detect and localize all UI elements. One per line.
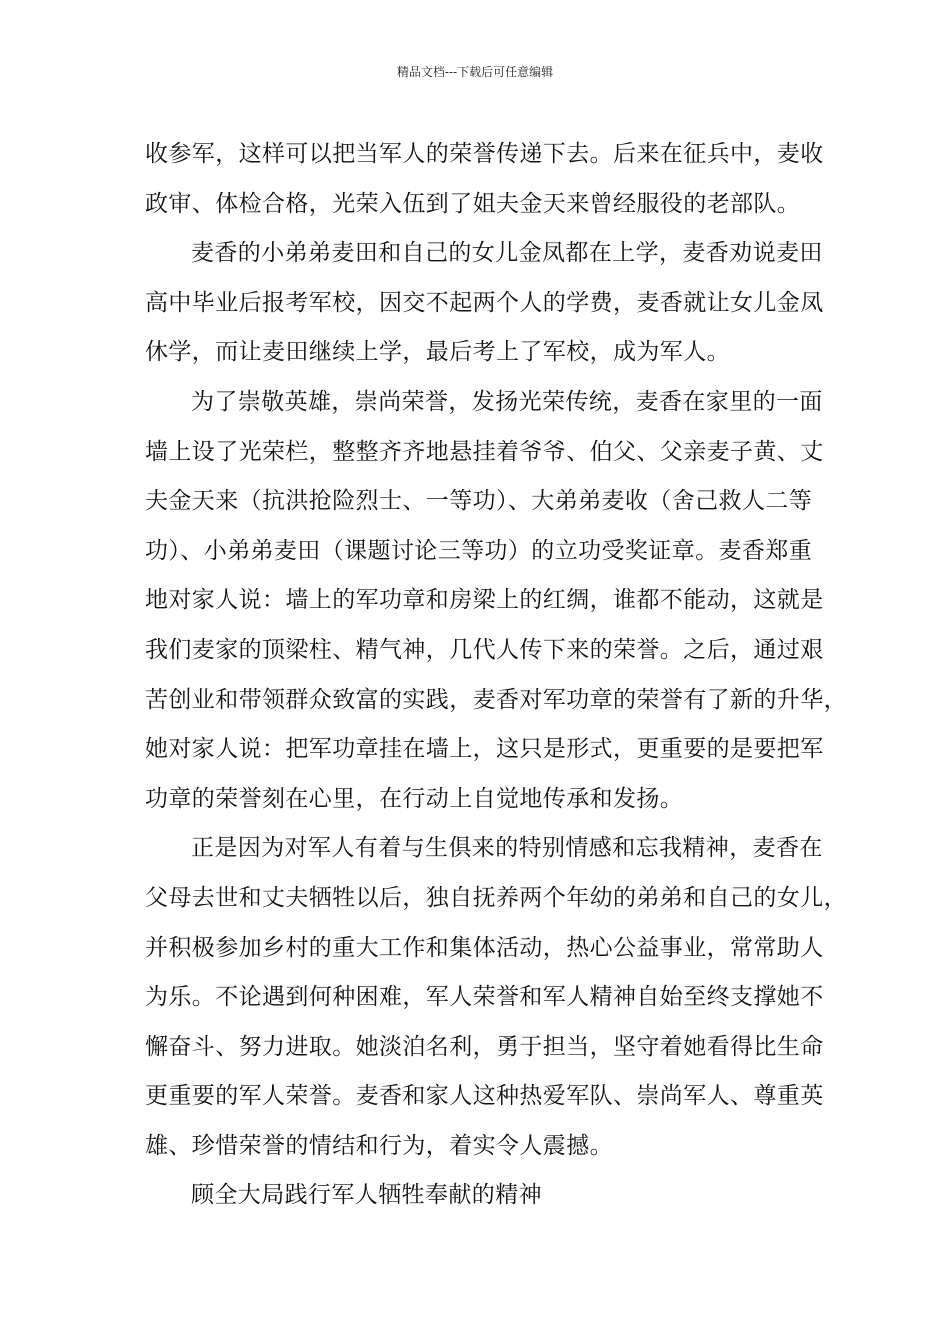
text-line: 苦创业和带领群众致富的实践，麦香对军功章的荣誉有了新的升华， <box>145 686 847 713</box>
text-line: 并积极参加乡村的重大工作和集体活动，热心公益事业，常常助人 <box>145 934 824 961</box>
text-line: 收参军，这样可以把当军人的荣誉传递下去。后来在征兵中，麦收 <box>145 141 824 167</box>
page-header: 精品文档---下载后可任意编辑 <box>396 65 554 79</box>
text-line: 休学，而让麦田继续上学，最后考上了军校，成为军人。 <box>145 339 730 366</box>
text-line: 功）、小弟弟麦田（课题讨论三等功）的立功受奖证章。麦香郑重 <box>145 537 813 564</box>
text-line: 高中毕业后报考军校，因交不起两个人的学费，麦香就让女儿金凤 <box>145 289 824 316</box>
text-line: 墙上设了光荣栏，整整齐齐地悬挂着爷爷、伯父、父亲麦子黄、丈 <box>145 438 824 465</box>
text-line: 她对家人说：把军功章挂在墙上，这只是形式，更重要的是要把军 <box>145 736 824 763</box>
text-line: 雄、珍惜荣誉的情结和行为，着实令人震撼。 <box>145 1132 613 1159</box>
text-line: 我们麦家的顶梁柱、精气神，几代人传下来的荣誉。之后，通过艰 <box>145 636 824 663</box>
text-line: 夫金天来（抗洪抢险烈士、一等功）、大弟弟麦收（舍己救人二等 <box>145 488 813 515</box>
text-line: 麦香的小弟弟麦田和自己的女儿金凤都在上学，麦香劝说麦田 <box>191 240 823 267</box>
text-line: 政审、体检合格，光荣入伍到了姐夫金天来曾经服役的老部队。 <box>145 190 801 217</box>
section-heading: 顾全大局践行军人牺牲奉献的精神 <box>191 1182 542 1209</box>
text-line: 为了崇敬英雄，崇尚荣誉，发扬光荣传统，麦香在家里的一面 <box>191 388 823 415</box>
text-line: 地对家人说：墙上的军功章和房梁上的红绸，谁都不能动，这就是 <box>145 587 824 614</box>
text-line: 懈奋斗、努力进取。她淡泊名利，勇于担当，坚守着她看得比生命 <box>145 1033 824 1060</box>
document-body <box>145 130 847 1221</box>
text-line: 为乐。不论遇到何种困难，军人荣誉和军人精神自始至终支撑她不 <box>145 984 824 1011</box>
text-line: 更重要的军人荣誉。麦香和家人这种热爱军队、崇尚军人、尊重英 <box>145 1083 824 1110</box>
text-line: 功章的荣誉刻在心里，在行动上自觉地传承和发扬。 <box>145 785 684 812</box>
text-line: 父母去世和丈夫牺牲以后，独自抚养两个年幼的弟弟和自己的女儿， <box>145 884 847 911</box>
text-line: 正是因为对军人有着与生俱来的特别情感和忘我精神，麦香在 <box>191 835 823 862</box>
